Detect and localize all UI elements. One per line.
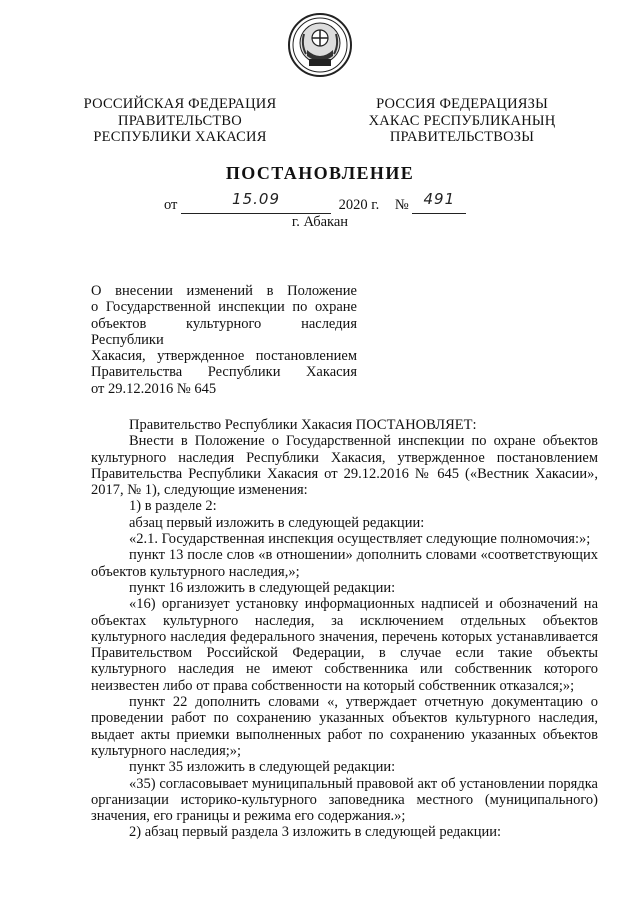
body-paragraph: 1) в разделе 2: <box>129 498 217 515</box>
coat-of-arms-emblem <box>287 12 353 78</box>
document-title: ПОСТАНОВЛЕНИЕ <box>225 163 415 183</box>
subject-line: Хакасия, утвержденное постановлением <box>91 348 357 365</box>
date-blank <box>181 190 331 214</box>
header-left-block <box>80 96 280 146</box>
body-paragraph: «2.1. Государственная инспекция осуществляет следующие полномочия:»; <box>129 531 591 548</box>
header-right-line: РОССИЯ ФЕДЕРАЦИЯЗЫ <box>376 96 548 112</box>
handwritten-date: 15.09 <box>232 190 280 208</box>
header-left-line: РЕСПУБЛИКИ ХАКАСИЯ <box>93 129 267 145</box>
city-line: г. Абакан <box>291 214 349 230</box>
header-left-line: ПРАВИТЕЛЬСТВО <box>118 112 242 129</box>
header-right-block <box>358 96 566 146</box>
year-text: 2020 г. <box>338 197 380 213</box>
header-right-line: ПРАВИТЕЛЬСТВОЗЫ <box>389 129 535 145</box>
body-paragraph: 2) абзац первый раздела 3 изложить в следующей редакции: <box>129 824 502 841</box>
body-paragraph: пункт 35 изложить в следующей редакции: <box>129 759 396 776</box>
subject-line: от 29.12.2016 № 645 <box>91 380 217 397</box>
body-paragraph: пункт 16 изложить в следующей редакции: <box>129 579 396 596</box>
body-paragraph: пункт 22 дополнить словами «, утверждает отчетную документацию о проведении работ по сохранению указанных объектов культурного наследия, выдает акты приемки выполненных работ по сохранению указанных объектов культурного наследия;»; <box>91 694 598 759</box>
date-number-line <box>164 190 466 214</box>
subject-block <box>91 283 357 397</box>
subject-line: О внесении изменений в Положение <box>91 283 357 299</box>
number-prefix: № <box>394 197 409 213</box>
header-left-line: РОССИЙСКАЯ ФЕДЕРАЦИЯ <box>83 96 277 112</box>
number-blank <box>412 190 466 214</box>
body-paragraph: пункт 13 после слов «в отношении» дополнить словами «соответствующих объектов культурного наследия,»; <box>91 547 598 580</box>
header-right-line: ХАКАС РЕСПУБЛИКАНЫҢ <box>368 112 556 129</box>
body-paragraph: «16) организует установку информационных надписей и обозначений на объектах культурного наследия, за исключением отдельных объектов культурного наследия федерального значения, перечень которых устанавливается Правительством Российской Федерации, в случае если такие объекты культурного наследия не имеют собственника или собственник которого неизвестен либо от права собственности на который собственник отказался;»; <box>91 596 598 694</box>
body-paragraph: «35) согласовывает муниципальный правовой акт об установлении порядка организации историко-культурного заповедника местного (муниципального) значения, его границы и режима его содержания.»; <box>91 775 598 825</box>
body-paragraph: Внести в Положение о Государственной инспекции по охране объектов культурного наследия Республики Хакасия, утвержденное постановлением Правительства Республики Хакасия от 29.12.2016 № 645 («Вестник Хакасии», 2017, № 1), следующие изменения: <box>91 433 598 499</box>
body-paragraph: Правительство Республики Хакасия ПОСТАНОВЛЯЕТ: <box>129 417 477 433</box>
body-paragraph: абзац первый изложить в следующей редакции: <box>129 514 425 531</box>
subject-line: о Государственной инспекции по охране <box>91 299 357 316</box>
date-prefix: от <box>164 197 178 213</box>
handwritten-number: 491 <box>423 190 456 208</box>
document-body <box>91 417 598 841</box>
subject-line: объектов культурного наследия Республики <box>91 315 357 348</box>
subject-line: Правительства Республики Хакасия <box>91 364 357 381</box>
